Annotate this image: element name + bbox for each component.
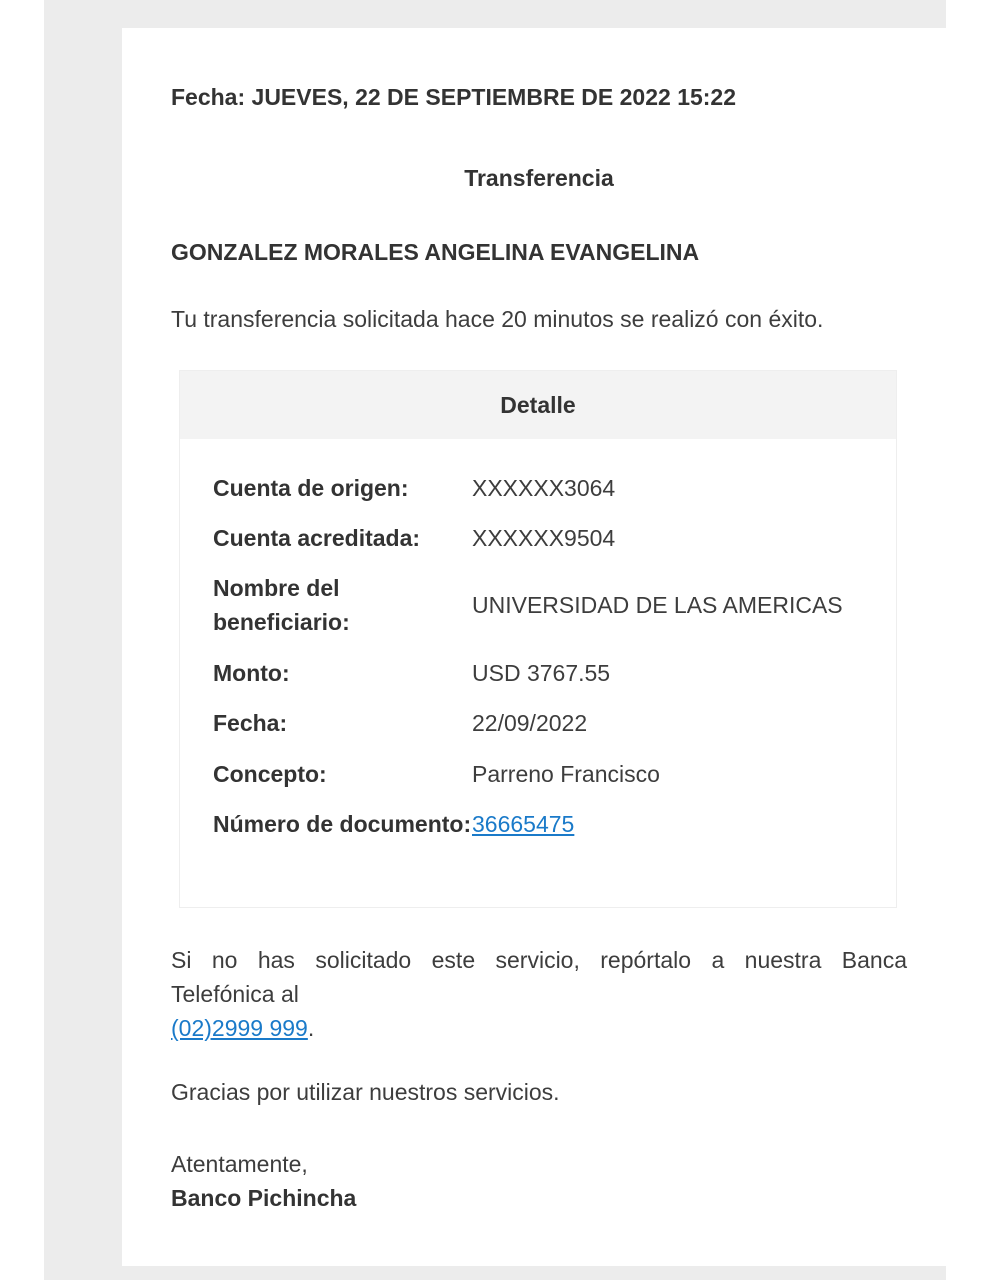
phone-suffix: .	[307, 1015, 315, 1041]
regards-text: Atentamente,	[171, 1151, 308, 1177]
detail-label: Monto:	[213, 660, 290, 686]
detail-label: Concepto:	[213, 761, 327, 787]
detail-header: Detalle	[180, 371, 896, 439]
customer-name: GONZALEZ MORALES ANGELINA EVANGELINA	[171, 239, 700, 265]
detail-label: Cuenta acreditada:	[213, 525, 421, 551]
detail-row-date	[213, 706, 873, 740]
detail-row-credited-account	[213, 521, 873, 555]
phone-link[interactable]: (02)2999 999	[171, 1015, 308, 1041]
email-card	[122, 28, 956, 1266]
date-line: Fecha: JUEVES, 22 DE SEPTIEMBRE DE 2022 15:22	[171, 84, 737, 110]
detail-row-amount	[213, 656, 873, 690]
success-message: Tu transferencia solicitada hace 20 minutos se realizó con éxito.	[171, 306, 824, 332]
phone-line	[171, 1011, 314, 1045]
warning-line: Telefónica al	[171, 981, 299, 1007]
detail-value: Parreno Francisco	[472, 761, 660, 787]
detail-label: Nombre del beneficiario:	[213, 575, 350, 635]
document-number-link[interactable]: 36665475	[472, 811, 575, 837]
detail-label: Fecha:	[213, 710, 288, 736]
detail-value: XXXXXX3064	[472, 475, 616, 501]
detail-row-beneficiary	[213, 571, 873, 639]
warning-line: Si no has solicitado este servicio, repórtalo a nuestra Banca	[171, 947, 907, 973]
detail-row-document-number	[213, 807, 873, 841]
detail-value: USD 3767.55	[472, 660, 611, 686]
page-title: Transferencia	[464, 165, 614, 191]
detail-value: 22/09/2022	[472, 710, 588, 736]
thanks-message: Gracias por utilizar nuestros servicios.	[171, 1079, 560, 1105]
detail-label: Cuenta de origen:	[213, 475, 409, 501]
bank-name: Banco Pichincha	[171, 1185, 357, 1211]
detail-label: Número de documento:	[213, 811, 472, 837]
warning-message	[171, 943, 907, 1011]
email-frame	[44, 0, 946, 1280]
detail-row-origin-account	[213, 471, 873, 505]
detail-value: UNIVERSIDAD DE LAS AMERICAS	[472, 592, 843, 618]
detail-table	[179, 370, 897, 908]
detail-row-concept	[213, 757, 873, 791]
detail-value: XXXXXX9504	[472, 525, 616, 551]
